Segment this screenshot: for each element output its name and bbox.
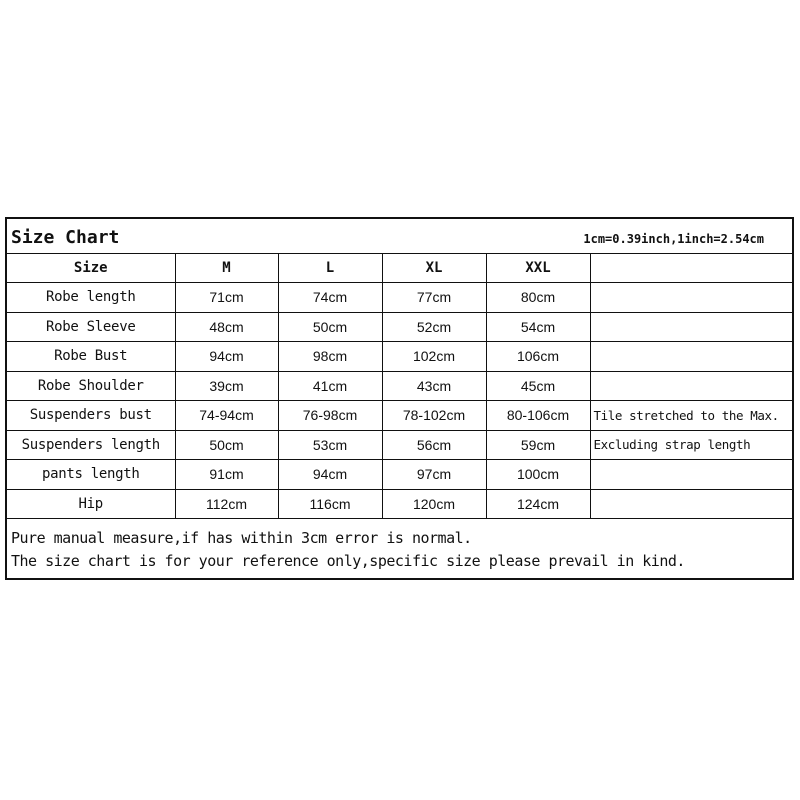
- measurement-cell: 91cm: [175, 460, 278, 490]
- row-note: [590, 283, 792, 313]
- header-row: [7, 253, 792, 283]
- header-note: [590, 253, 792, 283]
- measurement-cell: 53cm: [278, 430, 382, 460]
- measurement-cell: 71cm: [175, 283, 278, 313]
- row-label: Robe Shoulder: [7, 371, 175, 401]
- row-note: [590, 489, 792, 519]
- row-note: Tile stretched to the Max.: [590, 401, 792, 431]
- measurement-cell: 80-106cm: [486, 401, 590, 431]
- measurement-cell: 102cm: [382, 342, 486, 372]
- row-label: pants length: [7, 460, 175, 490]
- row-note: [590, 371, 792, 401]
- table-row: [7, 283, 792, 313]
- measurement-cell: 120cm: [382, 489, 486, 519]
- measurement-cell: 97cm: [382, 460, 486, 490]
- measurement-cell: 59cm: [486, 430, 590, 460]
- measurement-cell: 98cm: [278, 342, 382, 372]
- measurement-cell: 41cm: [278, 371, 382, 401]
- footer-line: The size chart is for your reference only,specific size please prevail in kind.: [11, 552, 685, 570]
- table-row: [7, 430, 792, 460]
- measurement-cell: 50cm: [278, 312, 382, 342]
- row-label: Suspenders length: [7, 430, 175, 460]
- table-row: [7, 401, 792, 431]
- table-row: [7, 489, 792, 519]
- measurement-cell: 76-98cm: [278, 401, 382, 431]
- measurement-cell: 112cm: [175, 489, 278, 519]
- measurement-cell: 77cm: [382, 283, 486, 313]
- measurement-cell: 100cm: [486, 460, 590, 490]
- size-chart: [5, 217, 794, 580]
- measurement-cell: 48cm: [175, 312, 278, 342]
- measurement-cell: 80cm: [486, 283, 590, 313]
- measurement-cell: 43cm: [382, 371, 486, 401]
- measurement-cell: 106cm: [486, 342, 590, 372]
- table-row: [7, 342, 792, 372]
- header-size-l: L: [278, 253, 382, 283]
- measurement-cell: 39cm: [175, 371, 278, 401]
- table-row: [7, 460, 792, 490]
- measurement-cell: 94cm: [278, 460, 382, 490]
- row-label: Robe Sleeve: [7, 312, 175, 342]
- measurement-cell: 74cm: [278, 283, 382, 313]
- measurement-cell: 54cm: [486, 312, 590, 342]
- header-size-label: Size: [7, 253, 175, 283]
- header-size-m: M: [175, 253, 278, 283]
- measurement-cell: 74-94cm: [175, 401, 278, 431]
- measurement-cell: 124cm: [486, 489, 590, 519]
- row-label: Robe length: [7, 283, 175, 313]
- measurement-cell: 56cm: [382, 430, 486, 460]
- measurement-cell: 52cm: [382, 312, 486, 342]
- row-label: Suspenders bust: [7, 401, 175, 431]
- measurement-cell: 45cm: [486, 371, 590, 401]
- row-label: Hip: [7, 489, 175, 519]
- row-note: [590, 460, 792, 490]
- title-row: [7, 219, 792, 254]
- size-table: [7, 253, 792, 519]
- row-note: [590, 342, 792, 372]
- chart-title: Size Chart: [11, 227, 120, 248]
- footer-notes: [11, 527, 791, 573]
- table-row: [7, 312, 792, 342]
- measurement-cell: 50cm: [175, 430, 278, 460]
- measurement-cell: 78-102cm: [382, 401, 486, 431]
- row-note: Excluding strap length: [590, 430, 792, 460]
- footer-line: Pure manual measure,if has within 3cm error is normal.: [11, 529, 472, 547]
- measurement-cell: 94cm: [175, 342, 278, 372]
- table-row: [7, 371, 792, 401]
- header-size-xxl: XXL: [486, 253, 590, 283]
- row-note: [590, 312, 792, 342]
- unit-conversion: 1cm=0.39inch,1inch=2.54cm: [583, 232, 764, 246]
- measurement-cell: 116cm: [278, 489, 382, 519]
- row-label: Robe Bust: [7, 342, 175, 372]
- header-size-xl: XL: [382, 253, 486, 283]
